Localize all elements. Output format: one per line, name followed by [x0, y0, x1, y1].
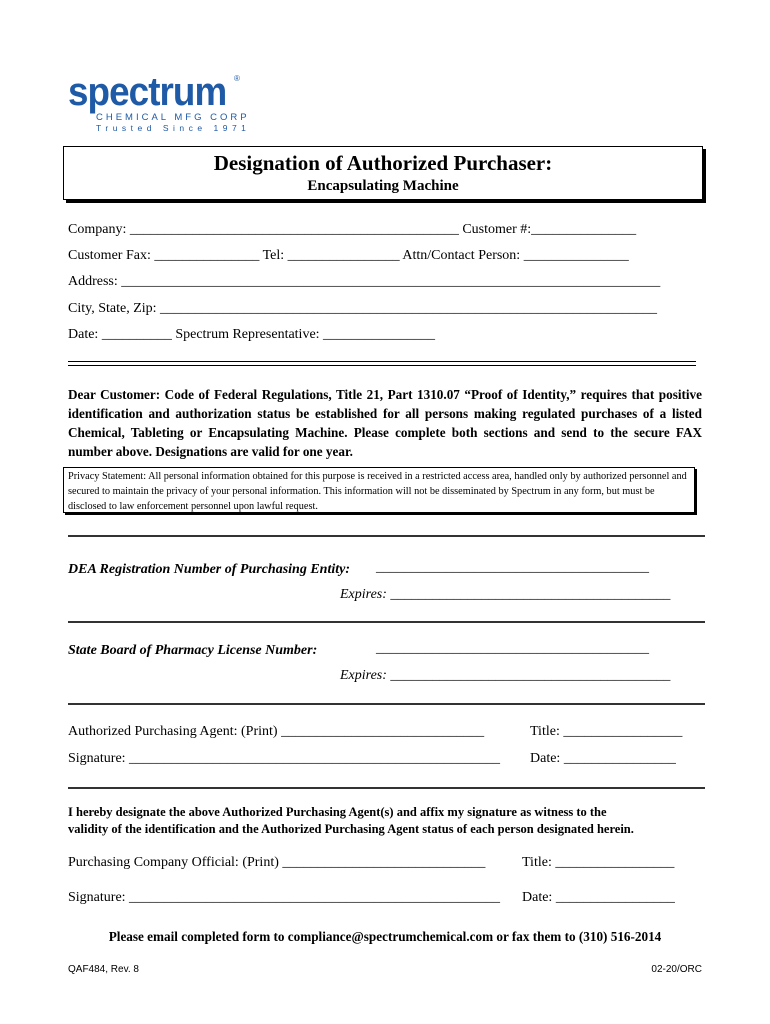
fax-tel-contact-row[interactable]: Customer Fax: _______________ Tel: ________________ Attn/Contact Person: _______________ [68, 248, 629, 263]
agent-signature-field[interactable]: Signature: _____________________________________________________ [68, 751, 501, 766]
email-instructions: Please email completed form to compliance@spectrumchemical.com or fax them to (310) 516-2014 [108, 929, 662, 944]
page-subtitle: Encapsulating Machine [307, 178, 459, 194]
cfr-notice: Dear Customer: Code of Federal Regulations, Title 21, Part 1310.07 “Proof of Identity,” requires that positive identification and authorization status be established for all persons making regulated purchases of a listed Chemical, Tableting or Encapsulating Machine. Please complete both sections and send to the secure FAX number above. Designations are valid for one year. [68, 387, 702, 459]
official-signature-field[interactable]: Signature: _____________________________________________________ [68, 890, 501, 905]
double-divider [68, 361, 696, 366]
address-row[interactable]: Address: _____________________________________________________________________________ [68, 274, 661, 289]
designation-line-2: validity of the identification and the Authorized Purchasing Agent status of each person designated herein. [68, 822, 634, 836]
spectrum-logo [68, 70, 251, 134]
company-customer-row[interactable]: Company: _______________________________________________ Customer #:_______________ [68, 222, 637, 237]
official-title-field[interactable]: Title: _________________ [522, 855, 675, 870]
designation-line-1: I hereby designate the above Authorized Purchasing Agent(s) and affix my signature as witness to the [68, 805, 607, 819]
dea-expires-field[interactable]: Expires: ________________________________________ [340, 587, 671, 602]
official-date-field[interactable]: Date: _________________ [522, 890, 675, 905]
pharmacy-license-field[interactable]: _______________________________________ [376, 641, 649, 656]
section-divider-2 [68, 621, 705, 623]
logo-company-subtitle: CHEMICAL MFG CORP [96, 112, 250, 123]
form-date-code: 02-20/ORC [651, 964, 702, 975]
title-box [63, 146, 703, 200]
dea-label: DEA Registration Number of Purchasing Entity: [68, 562, 350, 577]
privacy-statement: Privacy Statement: All personal information obtained for this purpose is received in a restricted access area, handled only by authorized personnel and secured to maintain the privacy of your personal information. This information will not be disseminated by Spectrum in any form, but must be disclosed to law enforcement personnel upon lawful request. [63, 467, 695, 513]
section-divider-1 [68, 535, 705, 537]
form-revision: QAF484, Rev. 8 [68, 964, 139, 975]
date-representative-row[interactable]: Date: __________ Spectrum Representative: ________________ [68, 327, 436, 342]
pharmacy-expires-field[interactable]: Expires: ________________________________________ [340, 668, 671, 683]
dea-number-field[interactable]: _______________________________________ [376, 560, 649, 575]
agent-title-field[interactable]: Title: _________________ [530, 724, 683, 739]
pharmacy-label: State Board of Pharmacy License Number: [68, 643, 318, 658]
page-title: Designation of Authorized Purchaser: [213, 151, 553, 175]
agent-date-field[interactable]: Date: ________________ [530, 751, 676, 766]
city-state-zip-row[interactable]: City, State, Zip: _______________________________________________________________________ [68, 301, 658, 316]
logo-registered-mark: ® [234, 74, 240, 83]
logo-wordmark: spectrum [68, 70, 227, 114]
section-divider-4 [68, 787, 705, 789]
logo-tagline: Trusted Since 1971 [96, 123, 251, 133]
official-print-field[interactable]: Purchasing Company Official: (Print) _____________________________ [68, 855, 486, 870]
section-divider-3 [68, 703, 705, 705]
agent-print-field[interactable]: Authorized Purchasing Agent: (Print) _____________________________ [68, 724, 485, 739]
